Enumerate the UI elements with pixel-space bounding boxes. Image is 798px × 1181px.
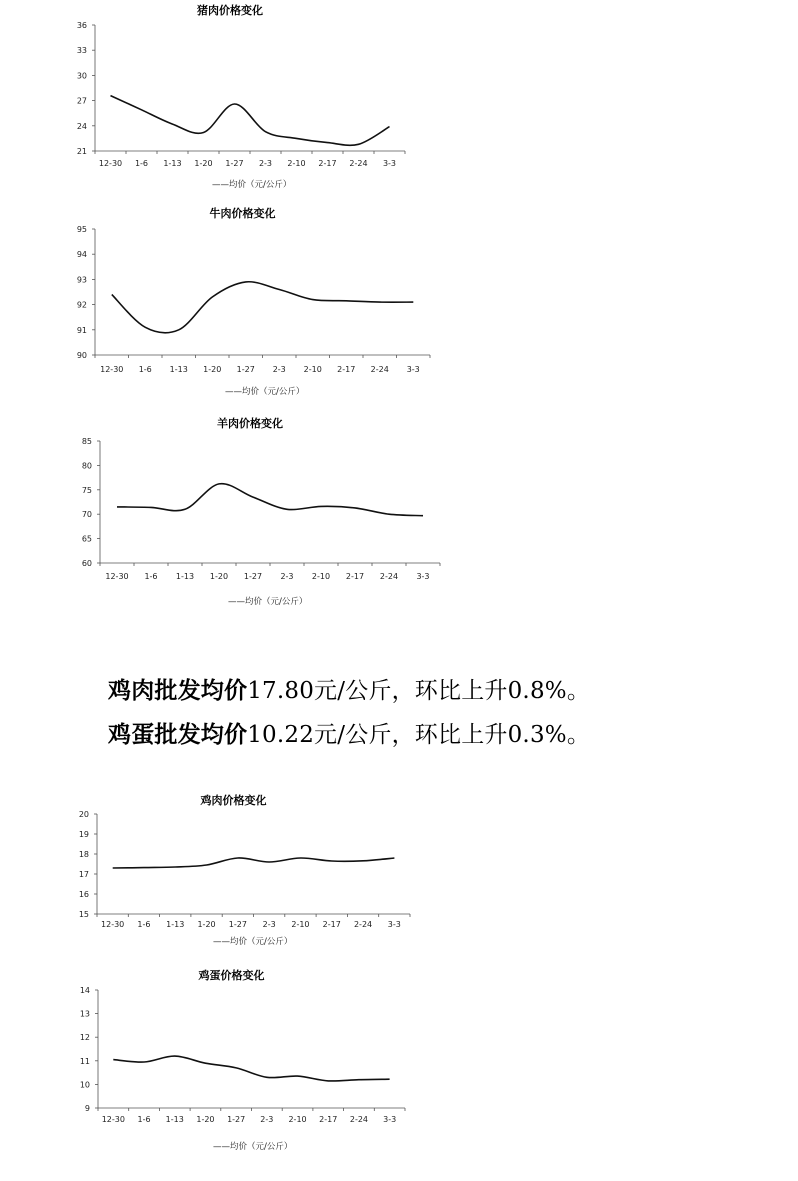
mutton-series-line: [117, 484, 423, 516]
x-tick-label: 1-20: [196, 1115, 215, 1124]
y-tick-label: 21: [76, 147, 87, 156]
egg-series-line: [113, 1056, 389, 1081]
y-tick-label: 93: [76, 275, 87, 285]
pork-chart-svg: [0, 0, 460, 195]
x-tick-label: 1-13: [169, 365, 188, 374]
mutton-chart-svg: [0, 410, 460, 615]
mutton-chart-title: 羊肉价格变化: [217, 417, 283, 430]
x-tick-label: 2-17: [345, 572, 365, 581]
y-tick-label: 94: [76, 250, 87, 260]
egg-summary-label: 鸡蛋批发均价: [108, 721, 248, 748]
y-tick-label: 16: [78, 890, 89, 899]
chicken-chart-svg: [0, 788, 460, 953]
beef-chart-title: 牛肉价格变化: [209, 207, 276, 220]
x-tick-label: 2-3: [280, 572, 294, 581]
y-tick-label: 70: [81, 510, 92, 520]
x-tick-label: 2-24: [349, 1115, 369, 1124]
egg-chart-title: 鸡蛋价格变化: [198, 969, 265, 982]
x-tick-label: 1-6: [138, 365, 152, 374]
x-tick-label: 1-13: [175, 572, 195, 581]
beef-series-line: [112, 282, 414, 333]
y-tick-label: 10: [79, 1080, 90, 1090]
egg-price-chart: [0, 962, 460, 1157]
x-tick-label: 2-24: [379, 572, 399, 581]
y-tick-label: 36: [76, 21, 87, 30]
x-tick-label: 3-3: [382, 159, 397, 168]
y-tick-label: 19: [78, 830, 89, 839]
mutton-legend: ——均价（元/公斤）: [228, 597, 308, 607]
chicken-summary-label: 鸡肉批发均价: [108, 677, 248, 704]
x-tick-label: 1-13: [166, 920, 185, 929]
x-tick-label: 2-3: [258, 159, 273, 168]
y-tick-label: 20: [78, 810, 89, 819]
y-tick-label: 11: [79, 1056, 90, 1066]
chicken-series-line: [113, 858, 395, 868]
x-tick-label: 2-17: [319, 1115, 338, 1124]
x-tick-label: 12-30: [101, 1115, 125, 1124]
y-tick-label: 60: [81, 559, 92, 568]
x-tick-label: 1-20: [203, 365, 222, 374]
x-tick-label: 3-3: [416, 572, 430, 581]
x-tick-label: 2-3: [262, 920, 276, 929]
y-tick-label: 13: [79, 1009, 90, 1019]
egg-chart-svg: [0, 962, 460, 1157]
x-tick-label: 2-10: [287, 159, 306, 168]
y-tick-label: 17: [78, 870, 89, 879]
chicken-summary-text: 17.80元/公斤，环比上升0.8%。: [247, 678, 591, 704]
chicken-price-chart: [0, 788, 460, 953]
chicken-legend: ——均价（元/公斤）: [213, 937, 293, 947]
x-tick-label: 2-17: [318, 159, 337, 168]
x-tick-label: 2-10: [311, 572, 331, 581]
chicken-chart-title: 鸡肉价格变化: [200, 794, 267, 807]
pork-price-chart: [0, 0, 460, 195]
x-tick-label: 1-20: [194, 159, 213, 168]
x-tick-label: 2-3: [272, 365, 286, 374]
x-tick-label: 1-20: [209, 572, 229, 581]
x-tick-label: 1-27: [243, 572, 263, 581]
x-tick-label: 1-6: [144, 572, 158, 581]
beef-price-chart: [0, 200, 460, 405]
x-tick-label: 2-10: [291, 920, 310, 929]
x-tick-label: 1-27: [228, 920, 247, 929]
x-tick-label: 2-24: [349, 159, 368, 168]
y-tick-label: 24: [76, 121, 87, 131]
y-tick-label: 92: [76, 300, 87, 310]
x-tick-label: 2-24: [370, 365, 389, 374]
x-tick-label: 1-6: [137, 1115, 151, 1124]
egg-legend: ——均价（元/公斤）: [213, 1142, 293, 1152]
x-tick-label: 2-17: [337, 365, 356, 374]
y-tick-label: 65: [81, 534, 92, 544]
x-tick-label: 3-3: [406, 365, 420, 374]
y-tick-label: 80: [81, 461, 92, 471]
y-tick-label: 90: [76, 351, 87, 360]
x-tick-label: 12-30: [101, 920, 125, 929]
x-tick-label: 2-10: [288, 1115, 307, 1124]
x-tick-label: 12-30: [98, 159, 123, 168]
x-tick-label: 3-3: [383, 1115, 397, 1124]
y-tick-label: 27: [76, 96, 87, 106]
y-tick-label: 18: [78, 850, 89, 859]
beef-legend: ——均价（元/公斤）: [225, 387, 305, 397]
y-tick-label: 85: [81, 437, 92, 446]
y-tick-label: 9: [84, 1104, 90, 1113]
x-tick-label: 2-3: [260, 1115, 274, 1124]
x-tick-label: 2-17: [322, 920, 341, 929]
x-tick-label: 12-30: [105, 572, 129, 581]
x-tick-label: 1-13: [165, 1115, 184, 1124]
pork-chart-title: 猪肉价格变化: [197, 4, 263, 17]
y-tick-label: 30: [76, 71, 87, 81]
y-tick-label: 14: [79, 986, 90, 995]
x-tick-label: 1-20: [197, 920, 216, 929]
y-tick-label: 12: [79, 1033, 90, 1043]
x-tick-label: 12-30: [100, 365, 124, 374]
beef-chart-svg: [0, 200, 460, 405]
egg-price-summary: [108, 716, 590, 749]
y-tick-label: 91: [76, 325, 87, 335]
x-tick-label: 1-27: [227, 1115, 246, 1124]
x-tick-label: 1-13: [163, 159, 182, 168]
y-tick-label: 33: [76, 46, 87, 56]
pork-legend: ——均价（元/公斤）: [212, 180, 292, 190]
x-tick-label: 1-6: [137, 920, 151, 929]
x-tick-label: 2-10: [303, 365, 322, 374]
x-tick-label: 1-27: [225, 159, 244, 168]
chicken-price-summary: [108, 672, 590, 705]
y-tick-label: 95: [76, 225, 87, 234]
y-tick-label: 75: [81, 485, 92, 495]
x-tick-label: 2-24: [353, 920, 373, 929]
y-tick-label: 15: [78, 910, 89, 919]
pork-series-line: [111, 96, 390, 146]
x-tick-label: 1-27: [236, 365, 255, 374]
egg-summary-text: 10.22元/公斤，环比上升0.3%。: [247, 722, 591, 748]
x-tick-label: 1-6: [134, 159, 149, 168]
x-tick-label: 3-3: [387, 920, 401, 929]
mutton-price-chart: [0, 410, 460, 615]
